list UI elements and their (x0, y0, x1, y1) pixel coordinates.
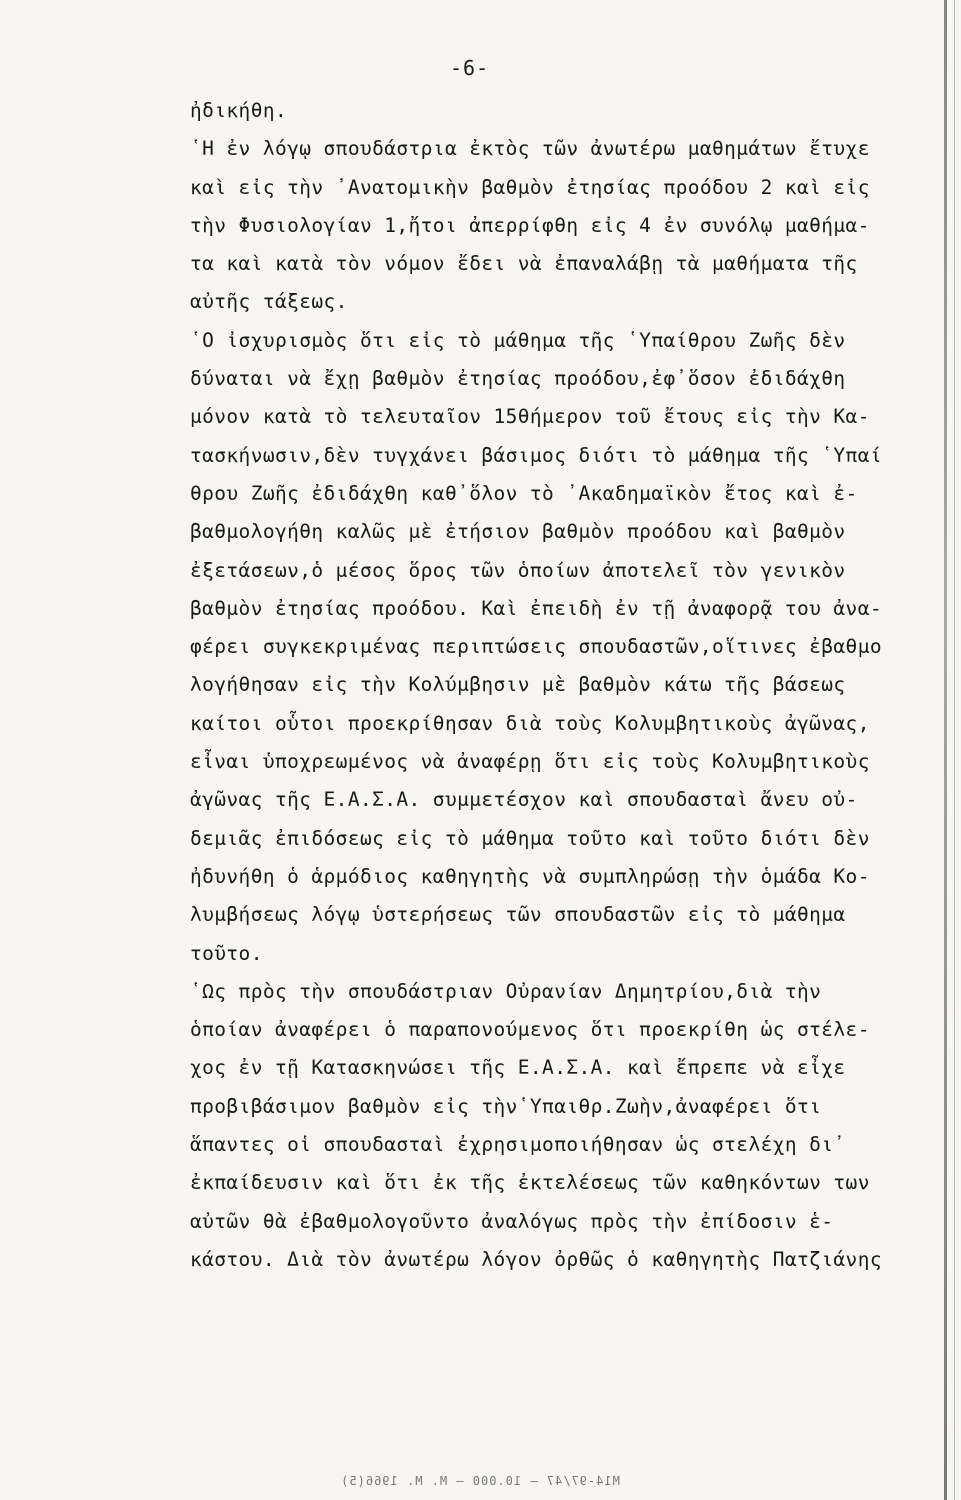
document-body (190, 92, 935, 1279)
text-line: δύναται νὰ ἔχῃ βαθμὸν ἐτησίας προόδου,ἐφ᾿ὅσον ἐδιδάχθη (190, 367, 846, 391)
text-line: λυμβήσεως λόγῳ ὑστερήσεως τῶν σπουδαστῶν εἰς τὸ μάθημα (190, 903, 846, 927)
text-line: ὁποίαν ἀναφέρει ὁ παραπονούμενος ὅτι προεκρίθη ὡς στέλε- (190, 1018, 870, 1042)
text-line: ἠδυνήθη ὁ ἁρμόδιος καθηγητὴς νὰ συμπληρώσῃ τὴν ὁμάδα Κο- (190, 864, 870, 888)
text-line: φέρει συγκεκριμένας περιπτώσεις σπουδαστῶν,οἵτινες ἐβαθμο (190, 635, 882, 659)
text-line: εἶναι ὑποχρεωμένος νὰ ἀναφέρῃ ὅτι εἰς τοὺς Κολυμβητικοὺς (190, 750, 870, 774)
text-line: τὴν Φυσιολογίαν 1,ἤτοι ἀπερρίφθη εἰς 4 ἐν συνόλῳ μαθήμα- (190, 213, 870, 237)
text-line: ῾Ο ἰσχυρισμὸς ὅτι εἰς τὸ μάθημα τῆς ῾Υπαίθρου Ζωῆς δὲν (190, 328, 846, 352)
text-line: καὶ εἰς τὴν ᾿Ανατομικὴν βαθμὸν ἐτησίας προόδου 2 καὶ εἰς (190, 175, 870, 199)
text-line: βαθμὸν ἐτησίας προόδου. Καὶ ἐπειδὴ ἐν τῇ ἀναφορᾷ του ἀνα- (190, 596, 882, 620)
text-line: ῾Η ἐν λόγῳ σπουδάστρια ἐκτὸς τῶν ἀνωτέρω μαθημάτων ἔτυχε (190, 137, 870, 161)
text-line: ἐξετάσεων,ὁ μέσος ὅρος τῶν ὁποίων ἀποτελεῖ τὸν γενικὸν (190, 558, 846, 582)
text-line: χος ἐν τῇ Κατασκηνώσει τῆς Ε.Α.Σ.Α. καὶ ἔπρεπε νὰ εἶχε (190, 1056, 846, 1080)
text-line: κάστου. Διὰ τὸν ἀνωτέρω λόγον ὀρθῶς ὁ καθηγητὴς Πατζιάνης (190, 1247, 882, 1271)
text-line: τασκήνωσιν,δὲν τυγχάνει βάσιμος διότι τὸ μάθημα τῆς ῾Υπαί (190, 443, 882, 467)
text-line: ἀγῶνας τῆς Ε.Α.Σ.Α. συμμετέσχον καὶ σπουδασταὶ ἄνευ οὐ- (190, 788, 858, 812)
text-line: θρου Ζωῆς ἐδιδάχθη καθ᾿ὅλον τὸ ᾿Ακαδημαϊκὸν ἔτος καὶ ἐ- (190, 481, 858, 505)
text-line: μόνον κατὰ τὸ τελευταῖον 15θήμερον τοῦ ἔτους εἰς τὴν Κα- (190, 405, 870, 429)
text-line: λογήθησαν εἰς τὴν Κολύμβησιν μὲ βαθμὸν κάτω τῆς βάσεως (190, 673, 846, 697)
text-line: αὐτῆς τάξεως. (190, 290, 348, 314)
footer-print-code: Μ14-97/47 — 10.000 — Μ. Μ. 1966(5) (340, 1474, 620, 1488)
text-line: ῾Ως πρὸς τὴν σπουδάστριαν Οὐρανίαν Δημητρίου,διὰ τὴν (190, 979, 822, 1003)
text-line: βαθμολογήθη καλῶς μὲ ἐτήσιον βαθμὸν προόδου καὶ βαθμὸν (190, 520, 846, 544)
text-line: καίτοι οὗτοι προεκρίθησαν διὰ τοὺς Κολυμβητικοὺς ἀγῶνας, (190, 711, 870, 735)
text-line: αὐτῶν θὰ ἐβαθμολογοῦντο ἀναλόγως πρὸς τὴν ἐπίδοσιν ἑ- (190, 1209, 834, 1233)
text-line: προβιβάσιμον βαθμὸν εἰς τὴν῾Υπαιθρ.Ζωὴν,ἀναφέρει ὅτι (190, 1094, 822, 1118)
text-line: ἐκπαίδευσιν καὶ ὅτι ἐκ τῆς ἐκτελέσεως τῶν καθηκόντων των (190, 1171, 870, 1195)
page-number: -6- (450, 56, 490, 80)
page-edge-shadow (944, 0, 947, 1500)
text-line: τα καὶ κατὰ τὸν νόμον ἔδει νὰ ἐπαναλάβῃ τὰ μαθήματα τῆς (190, 252, 858, 276)
page-edge-line (954, 0, 955, 1500)
text-line: ἠδικήθη. (190, 99, 288, 122)
text-line: δεμιᾶς ἐπιδόσεως εἰς τὸ μάθημα τοῦτο καὶ τοῦτο διότι δὲν (190, 826, 870, 850)
text-line: ἅπαντες οἱ σπουδασταὶ ἐχρησιμοποιήθησαν ὡς στελέχη δι᾿ (190, 1133, 846, 1157)
text-line: τοῦτο. (190, 941, 263, 965)
